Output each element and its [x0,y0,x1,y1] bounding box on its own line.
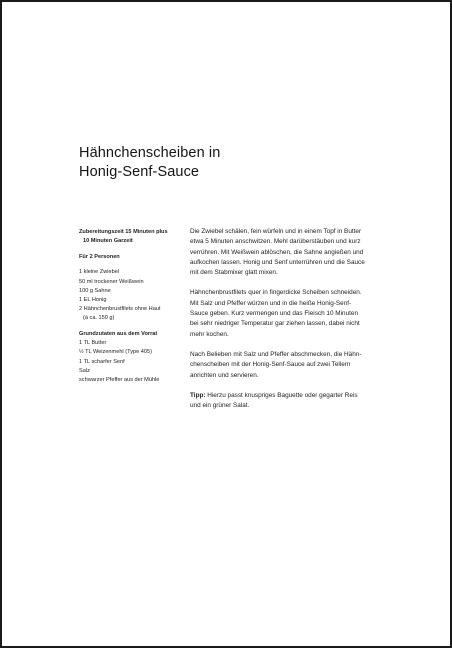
pantry-item: 1 TL scharfer Senf [79,358,125,365]
pantry-list [79,339,179,385]
step-line: verrühren. Mit Weißwein ablöschen, die Sahne angießen und [190,248,364,256]
step-line: Mit Salz und Pfeffer würzen und in die heiße Honig-Senf- [190,299,352,307]
step-line: Die Zwiebel schälen, fein würfeln und in einem Topf in Butter [190,228,362,235]
instructions-column [190,227,380,411]
prep-time: 10 Minuten Garzeit [83,238,133,245]
step-line: bei sehr niedriger Temperatur gar ziehen lassen, dabei nicht [190,320,360,328]
servings: Für 2 Personen [79,253,120,260]
tip-text: Hierzu passt knuspriges Baguette oder gegarter Reis [205,391,358,399]
step-line: Hähnchenbrustfilets quer in fingerdicke Scheiben schneiden. [190,289,362,297]
step-line: etwa 5 Minuten anschwitzen. Mehl darüberstäuben und kurz [190,238,361,246]
instruction-step [190,350,380,381]
ingredient-list [79,268,179,323]
ingredient-item: 50 ml trockener Weißwein [79,278,144,285]
step-line: aufkochen lassen. Honig und Senf unterrühren und die Sauce [190,258,365,266]
prep-time: Zubereitungszeit 15 Minuten plus [79,229,168,235]
ingredient-item: (à ca. 150 g) [83,315,115,322]
step-line: Sauce geben. Kurz vermengen und das Fleisch 10 Minuten [190,310,359,318]
title-line: Hähnchenscheiben in [79,145,221,161]
pantry-item: Salz [79,367,90,374]
recipe-title [79,144,220,182]
pantry-item: schwarzer Pfeffer aus der Mühle [79,377,160,384]
pantry-heading: Grundzutaten aus dem Vorrat [79,331,158,337]
tip-line: und ein grüner Salat. [190,402,250,410]
step-line: Nach Belieben mit Salz und Pfeffer abschmecken, die Hähn- [190,350,362,358]
step-line: mehr kochen. [190,330,229,338]
instruction-step [190,288,380,339]
tip [190,391,380,412]
pantry-item: ½ TL Weizenmehl (Type 405) [79,349,152,356]
instruction-step [190,227,380,278]
pantry-item: 1 TL Butter [79,340,107,347]
ingredient-item: 1 kleine Zwiebel [79,269,120,276]
step-line: anrichten und servieren. [190,371,259,379]
title-line: Honig-Senf-Sauce [79,164,200,180]
ingredient-item: 1 EL Honig [79,297,107,303]
ingredient-item: 100 g Sahne [79,287,111,294]
ingredient-item: 2 Hähnchenbrustfilets ohne Haut [79,306,161,313]
step-line: mit dem Stabmixer glatt mixen. [190,269,278,277]
tip-line [190,391,380,401]
ingredients-column [79,228,179,385]
tip-label: Tipp: [190,391,206,399]
step-line: chenscheiben mit der Honig-Senf-Sauce auf zwei Tellern [190,361,351,369]
